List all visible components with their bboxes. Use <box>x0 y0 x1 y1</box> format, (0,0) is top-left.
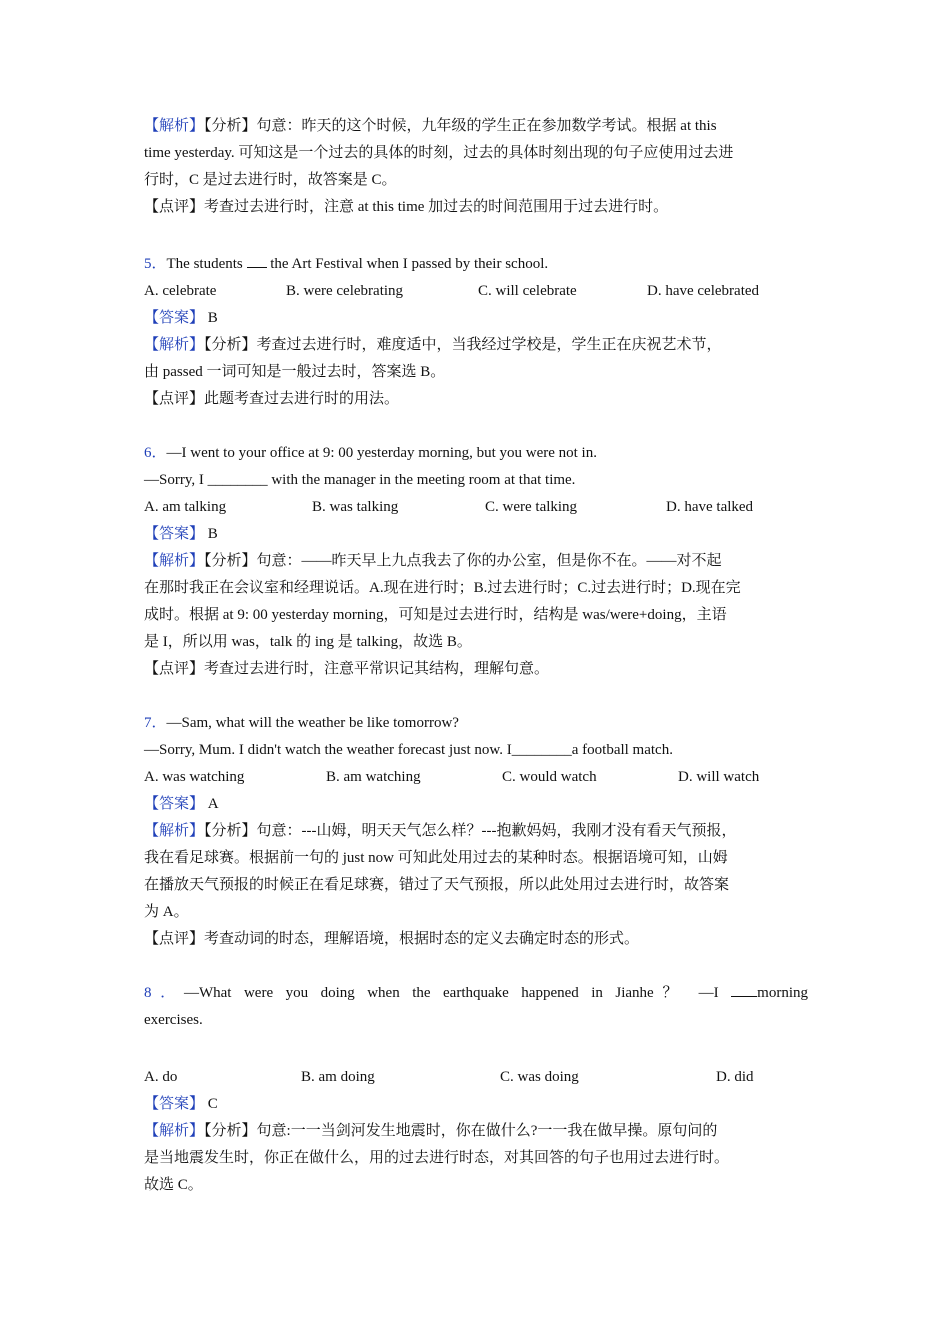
q7-analysis-line-3: 在播放天气预报的时候正在看足球赛，错过了天气预报，所以此处用过去进行时，故答案 <box>144 877 730 893</box>
analysis-tag: 【解析】 <box>144 1123 205 1139</box>
q5-options <box>144 278 808 305</box>
q5-number: 5． <box>144 256 167 272</box>
comment-tag: 【点评】 <box>144 931 205 947</box>
fenxi-tag: 【分析】 <box>204 823 257 839</box>
q6-stem-line-2: —Sorry, I ________ with the manager in the meeting room at that time. <box>144 472 576 488</box>
document-page <box>144 113 808 1199</box>
q8-analysis-text: 句意:一一当剑河发生地震时，你在做什么?一一我在做早操。原句问的 <box>256 1123 718 1139</box>
q6-analysis-line-2: 在那时我正在会议室和经理说话。A.现在进行时；B.过去进行时；C.过去进行时；D.现在完 <box>144 580 741 596</box>
q7-answer-value: A <box>207 796 219 812</box>
q6-comment <box>144 656 808 683</box>
q6-stem-line-1 <box>144 440 808 467</box>
q7-option-b: B. am watching <box>326 769 421 785</box>
q8-stem-line-2: exercises. <box>144 1012 203 1028</box>
q5-analysis-line-2: 由 passed 一词可知是一般过去时，答案选 B。 <box>144 364 446 380</box>
q6-analysis-line-1 <box>144 548 808 575</box>
fenxi-tag: 【分析】 <box>204 118 257 134</box>
q7-stem-line-2: —Sorry, Mum. I didn't watch the weather forecast just now. I________a football match. <box>144 742 673 758</box>
q5-answer-value: B <box>207 310 218 326</box>
q8-analysis-line-2: 是当地震发生时，你正在做什么，用的过去进行时态，对其回答的句子也用过去进行时。 <box>144 1150 730 1166</box>
q4-analysis-line-2: time yesterday. 可知这是一个过去的具体的时刻，过去的具体时刻出现的句子应使用过去进 <box>144 145 734 161</box>
answer-tag: 【答案】 <box>144 310 205 326</box>
q7-option-d: D. will watch <box>678 769 760 785</box>
q5-blank <box>247 253 267 268</box>
comment-tag: 【点评】 <box>144 661 205 677</box>
analysis-tag: 【解析】 <box>144 337 205 353</box>
q5-stem <box>144 251 808 278</box>
q7-stem-line-1 <box>144 710 808 737</box>
comment-tag: 【点评】 <box>144 391 205 407</box>
q8-blank <box>731 982 757 997</box>
q6-option-d: D. have talked <box>666 499 754 515</box>
q6-analysis-line-4: 是 I，所以用 was，talk 的 ing 是 talking，故选 B。 <box>144 634 472 650</box>
fenxi-tag: 【分析】 <box>204 1123 257 1139</box>
q7-option-a: A. was watching <box>144 769 245 785</box>
q8-answer <box>144 1091 808 1118</box>
q8-stem-part-b: morning <box>757 985 808 1001</box>
answer-tag: 【答案】 <box>144 1096 205 1112</box>
q8-number: 8． <box>144 985 184 1001</box>
analysis-tag: 【解析】 <box>144 553 205 569</box>
q8-option-a: A. do <box>144 1069 178 1085</box>
fenxi-tag: 【分析】 <box>204 337 257 353</box>
q5-answer <box>144 305 808 332</box>
q6-analysis-text: 句意：——昨天早上九点我去了你的办公室，但是你不在。——对不起 <box>256 553 722 569</box>
q5-analysis-line-1 <box>144 332 808 359</box>
q6-answer <box>144 521 808 548</box>
q7-option-c: C. would watch <box>502 769 597 785</box>
comment-tag: 【点评】 <box>144 199 205 215</box>
q7-analysis-text: 句意：---山姆，明天天气怎么样？---抱歉妈妈，我刚才没有看天气预报， <box>256 823 737 839</box>
q8-answer-value: C <box>207 1096 218 1112</box>
q6-stem-text: —I went to your office at 9: 00 yesterday morning, but you were not in. <box>166 445 597 461</box>
q5-option-d: D. have celebrated <box>647 283 760 299</box>
q5-analysis-text: 考查过去进行时，难度适中，当我经过学校是，学生正在庆祝艺术节， <box>256 337 722 353</box>
q8-options <box>144 1064 808 1091</box>
q6-analysis-line-3: 成时。根据 at 9: 00 yesterday morning，可知是过去进行时，结构是 was/were+doing，主语 <box>144 607 727 623</box>
answer-tag: 【答案】 <box>144 526 205 542</box>
q7-comment-text: 考查动词的时态，理解语境，根据时态的定义去确定时态的形式。 <box>204 931 640 947</box>
q7-comment <box>144 926 808 953</box>
q8-option-d: D. did <box>716 1069 754 1085</box>
q5-comment <box>144 386 808 413</box>
q8-option-c: C. was doing <box>500 1069 579 1085</box>
q4-analysis-line-1 <box>144 113 808 140</box>
q4-analysis-line-3: 行时，C 是过去进行时，故答案是 C。 <box>144 172 397 188</box>
q8-option-b: B. am doing <box>301 1069 375 1085</box>
q7-analysis-line-1 <box>144 818 808 845</box>
q6-option-a: A. am talking <box>144 499 227 515</box>
q6-option-b: B. was talking <box>312 499 399 515</box>
q7-number: 7． <box>144 715 167 731</box>
q8-analysis-line-1 <box>144 1118 808 1145</box>
q7-stem-text: —Sam, what will the weather be like tomorrow? <box>166 715 459 731</box>
q5-option-b: B. were celebrating <box>286 283 404 299</box>
q6-answer-value: B <box>207 526 218 542</box>
q7-analysis-line-4: 为 A。 <box>144 904 189 920</box>
q4-analysis-text: 句意：昨天的这个时候，九年级的学生正在参加数学考试。根据 at this <box>256 118 717 134</box>
q6-options <box>144 494 808 521</box>
q5-stem-part-a: The students <box>166 256 247 272</box>
fenxi-tag: 【分析】 <box>204 553 257 569</box>
q8-stem-line-1 <box>144 980 808 1007</box>
q8-stem-part-a: —What were you doing when the earthquake happened in Jianhe？ —I <box>183 985 732 1001</box>
q8-analysis-line-3: 故选 C。 <box>144 1177 203 1193</box>
q6-number: 6． <box>144 445 167 461</box>
q6-comment-text: 考查过去进行时，注意平常识记其结构，理解句意。 <box>204 661 550 677</box>
q5-option-c: C. will celebrate <box>478 283 577 299</box>
analysis-tag: 【解析】 <box>144 118 205 134</box>
q7-answer <box>144 791 808 818</box>
q7-options <box>144 764 808 791</box>
q4-comment <box>144 194 808 221</box>
q5-option-a: A. celebrate <box>144 283 217 299</box>
q6-option-c: C. were talking <box>485 499 578 515</box>
q5-comment-text: 此题考查过去进行时的用法。 <box>204 391 400 407</box>
analysis-tag: 【解析】 <box>144 823 205 839</box>
q5-stem-part-b: the Art Festival when I passed by their school. <box>266 256 549 272</box>
q7-analysis-line-2: 我在看足球赛。根据前一句的 just now 可知此处用过去的某种时态。根据语境可知，山姆 <box>144 850 728 866</box>
q4-comment-text: 考查过去进行时，注意 at this time 加过去的时间范围用于过去进行时。 <box>204 199 669 215</box>
answer-tag: 【答案】 <box>144 796 205 812</box>
